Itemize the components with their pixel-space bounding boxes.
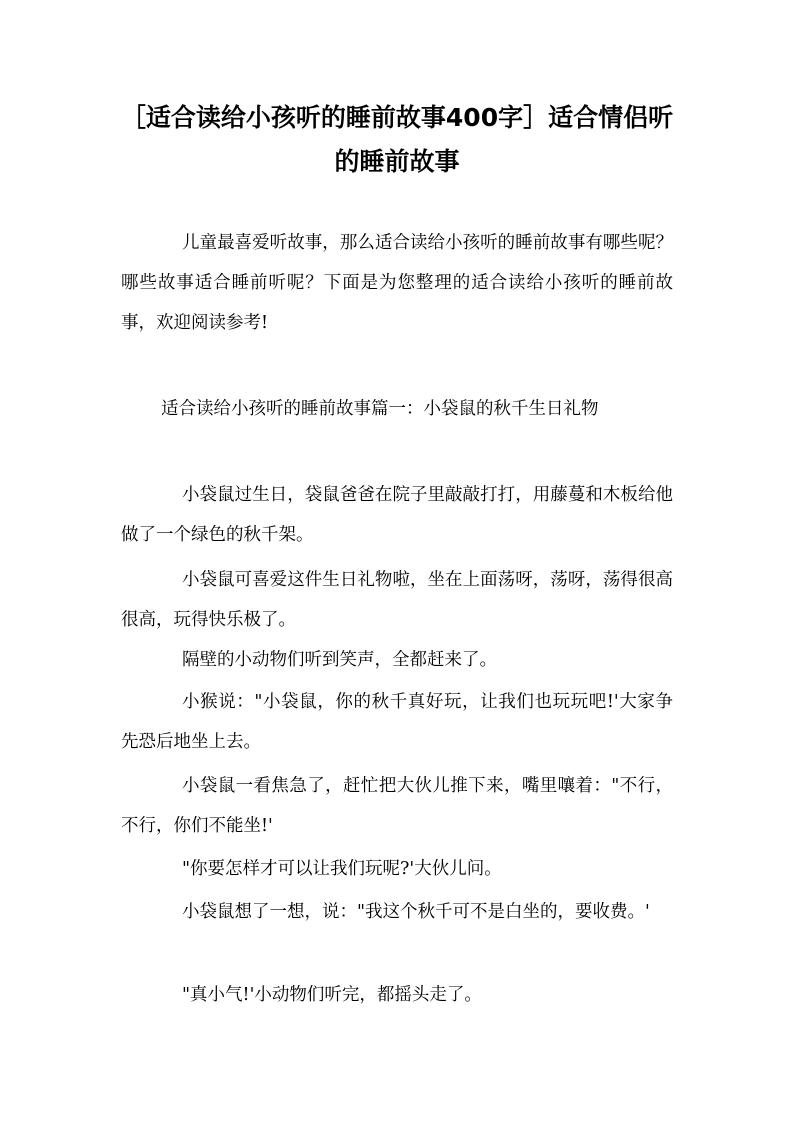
story-paragraph: "真小气!'小动物们听完，都摇头走了。: [182, 985, 482, 1005]
intro-paragraph: 儿童最喜爱听故事，那么适合读给小孩听的睡前故事有哪些呢？哪些故事适合睡前听呢？下面是为您整理的适合读给小孩听的睡前故事，欢迎阅读参考!: [121, 233, 673, 333]
story-paragraph: 小袋鼠一看焦急了，赶忙把大伙儿推下来，嘴里嚷着："不行，不行，你们不能坐!': [121, 776, 673, 836]
story-heading: 适合读给小孩听的睡前故事篇一：小袋鼠的秋千生日礼物: [161, 399, 599, 419]
story-paragraph: "你要怎样才可以让我们玩呢?'大伙儿问。: [182, 859, 502, 879]
document-title: ［适合读给小孩听的睡前故事400字］适合情侣听的睡前故事: [120, 103, 674, 176]
story-paragraph: 小猴说："小袋鼠，你的秋千真好玩，让我们也玩玩吧!'大家争先恐后地坐上去。: [121, 692, 673, 752]
story-paragraph: 小袋鼠想了一想，说："我这个秋千可不是白坐的，要收费。': [182, 902, 650, 922]
story-paragraph: 小袋鼠可喜爱这件生日礼物啦，坐在上面荡呀，荡呀，荡得很高很高，玩得快乐极了。: [121, 570, 673, 630]
story-paragraph: 隔壁的小动物们听到笑声，全都赶来了。: [182, 650, 497, 670]
story-paragraph: 小袋鼠过生日，袋鼠爸爸在院子里敲敲打打，用藤蔓和木板给他做了一个绿色的秋千架。: [121, 485, 673, 545]
